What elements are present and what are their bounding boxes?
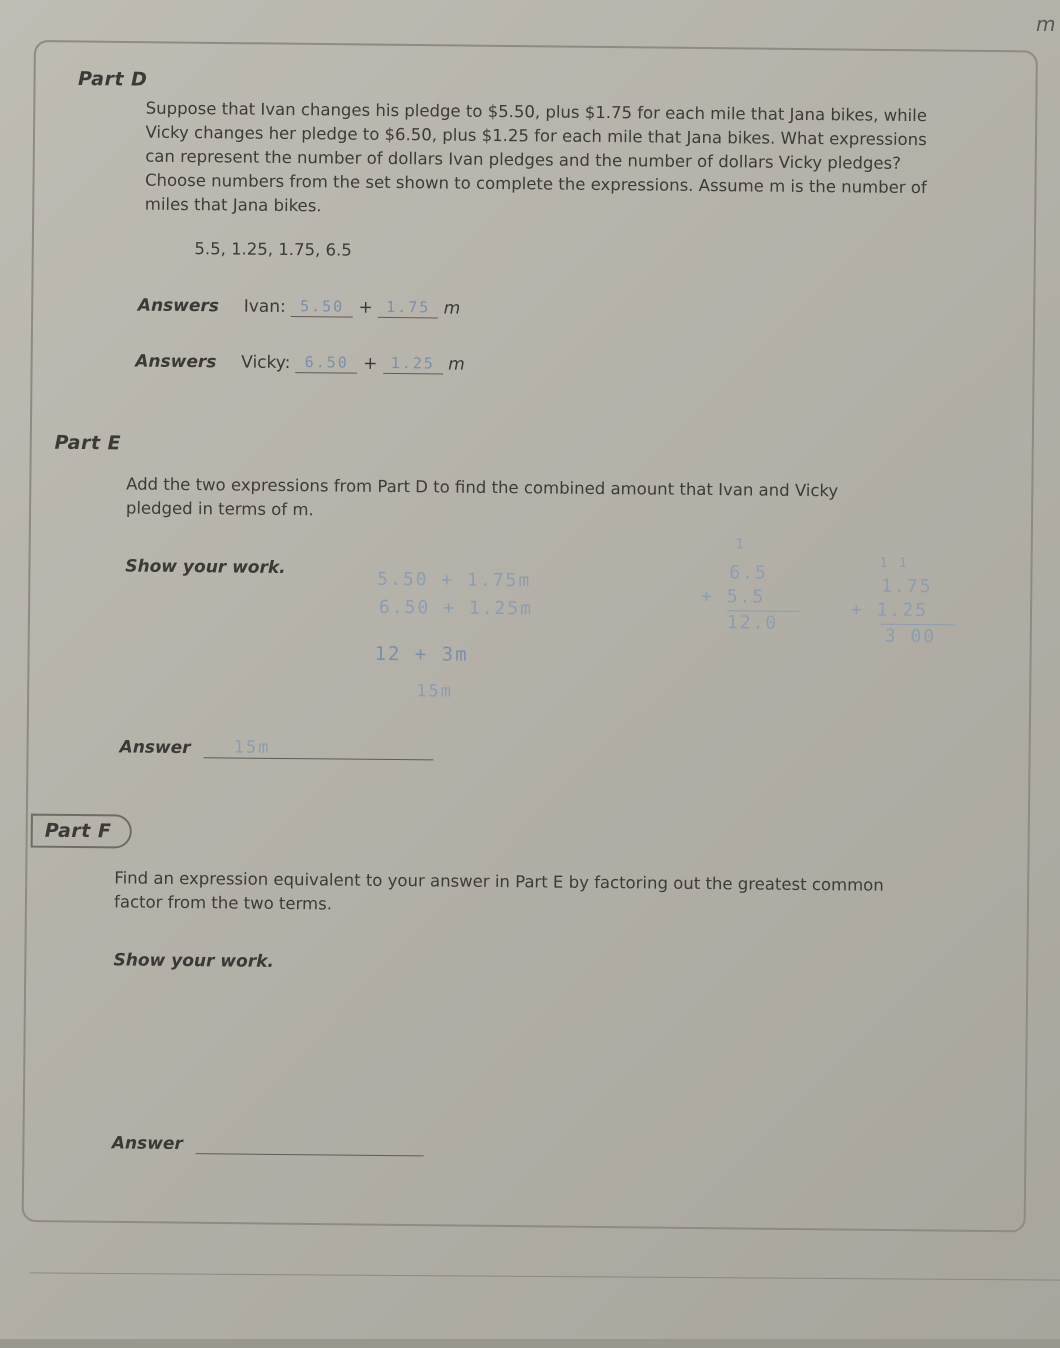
part-f-work-area[interactable] [290, 982, 891, 1118]
part-f-show-work-label: Show your work. [113, 950, 274, 972]
ivan-label: Ivan: [243, 296, 286, 317]
ivan-rate-blank[interactable] [378, 297, 438, 319]
part-f-answer-label: Answer [111, 1133, 183, 1155]
part-d-choices: 5.5, 1.25, 1.75, 6.5 [194, 239, 352, 260]
vicky-rate-blank[interactable] [383, 353, 443, 375]
part-e-answer-label: Answer [119, 737, 191, 759]
ivan-rate-value: 1.75 [386, 297, 431, 317]
part-e-answer-value: 15m [233, 737, 271, 758]
vicky-constant-blank[interactable] [296, 352, 358, 374]
ivan-constant-value: 5.50 [300, 297, 345, 316]
part-e-work-area[interactable] [374, 563, 716, 726]
ivan-constant-blank[interactable] [291, 296, 353, 318]
calc-constants-sum [700, 536, 811, 657]
calc1-mid: + 5.5 [700, 585, 766, 608]
calc1-sum: 12.0 [726, 612, 779, 634]
calc1-top: 6.5 [729, 562, 768, 584]
variable-m: m [448, 354, 465, 375]
vicky-label: Vicky: [241, 352, 291, 374]
part-f-answer-row [112, 1132, 424, 1156]
calc1-carry: 1 [735, 536, 747, 553]
calc-rates-sum [850, 555, 971, 666]
part-e-answer-blank[interactable] [204, 737, 434, 760]
answers-label: Answers [135, 351, 217, 373]
part-d-prompt: Suppose that Ivan changes his pledge to $5.50, plus $1.75 for each mile that Jana bikes, while Vicky changes her pledge to $6.50, plus $1.25 for each mile that Jana bikes. What expressions can represent the number of dollars Ivan pledges and the number of dollars Vicky pledges? Choose numbers from the set shown to complete the expressions. Assume m is the number of miles that Jana bikes. [144, 98, 928, 216]
part-f-title: Part F [31, 814, 132, 849]
part-f-prompt: Find an expression equivalent to your answer in Part E by factoring out the greatest common factor from the two terms. [114, 868, 884, 914]
calc2-sum: 3 00 [884, 625, 937, 648]
calc2-mid: + 1.25 [850, 599, 929, 622]
part-e-answer-row [119, 736, 433, 760]
vicky-rate-value: 1.25 [390, 353, 435, 373]
plus-sign: + [358, 297, 373, 318]
work-line-3: 12 + 3m [374, 642, 469, 666]
variable-m: m [443, 298, 461, 319]
part-f-answer-blank[interactable] [196, 1133, 424, 1156]
plus-sign: + [363, 353, 378, 374]
work-line-1: 5.50 + 1.75m [377, 568, 532, 592]
part-e-title: Part E [54, 431, 122, 455]
vicky-constant-value: 6.50 [304, 353, 349, 372]
part-e-prompt: Add the two expressions from Part D to find the combined amount that Ivan and Vicky pledged in terms of m. [125, 474, 839, 520]
part-e-show-work-label: Show your work. [125, 556, 286, 578]
work-line-2: 6.50 + 1.25m [378, 596, 534, 620]
work-line-4: 15m [416, 681, 453, 702]
calc2-top: 1.75 [881, 575, 933, 598]
answers-label: Answers [137, 295, 220, 317]
part-d-ivan-answer-row [138, 295, 461, 319]
part-d-title: Part D [77, 67, 148, 91]
part-d-vicky-answer-row [135, 351, 465, 375]
calc2-carry: 1 1 [879, 555, 909, 571]
corner-mark: m [1036, 12, 1056, 36]
